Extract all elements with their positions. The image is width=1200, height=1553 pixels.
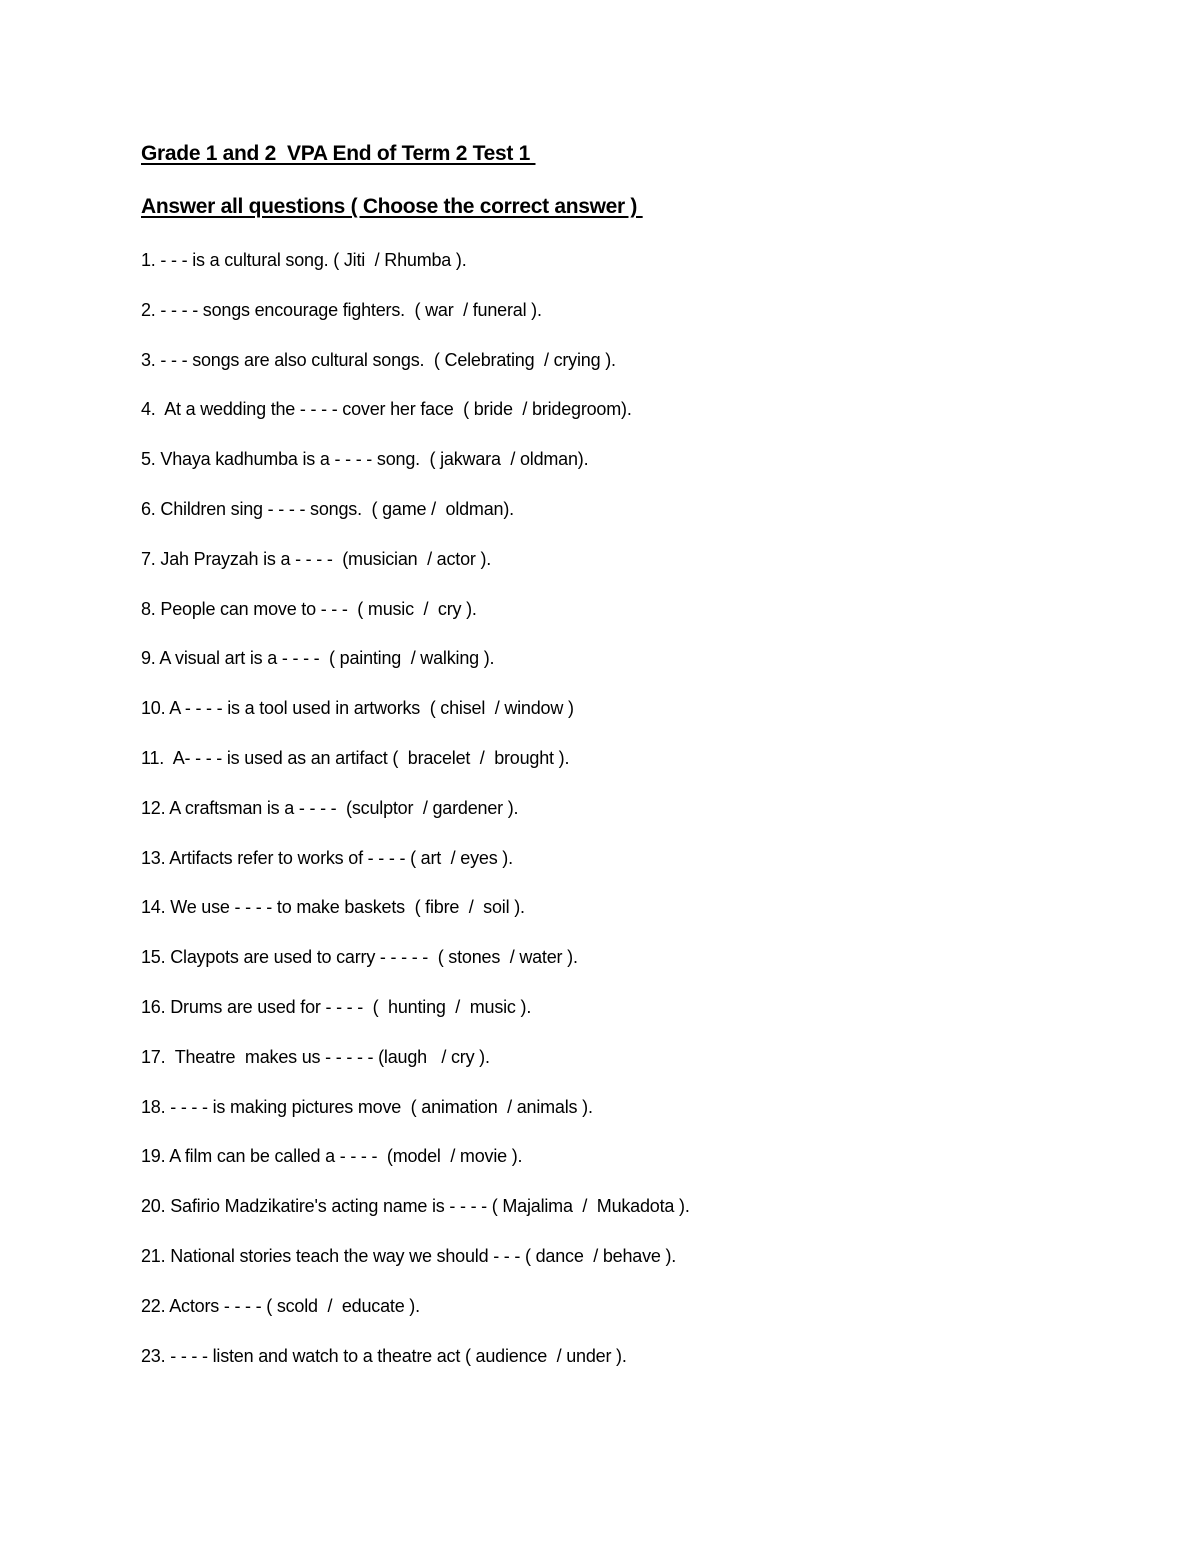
question-item: 16. Drums are used for - - - - ( hunting / music ).	[141, 996, 532, 1017]
question-item: 6. Children sing - - - - songs. ( game / oldman).	[141, 498, 514, 519]
question-item: 20. Safirio Madzikatire's acting name is - - - - ( Majalima / Mukadota ).	[141, 1196, 690, 1217]
question-item: 11. A- - - - is used as an artifact ( bracelet / brought ).	[141, 747, 570, 768]
question-item: 4. At a wedding the - - - - cover her face ( bride / bridegroom).	[141, 399, 632, 420]
test-title: Grade 1 and 2 VPA End of Term 2 Test 1	[141, 142, 536, 165]
question-item: 14. We use - - - - to make baskets ( fibre / soil ).	[141, 897, 525, 918]
question-item: 21. National stories teach the way we should - - - ( dance / behave ).	[141, 1245, 677, 1266]
question-item: 10. A - - - - is a tool used in artworks ( chisel / window )	[141, 698, 574, 719]
question-item: 22. Actors - - - - ( scold / educate ).	[141, 1295, 420, 1316]
question-item: 18. - - - - is making pictures move ( animation / animals ).	[141, 1096, 593, 1117]
question-item: 8. People can move to - - - ( music / cry ).	[141, 598, 477, 619]
question-item: 7. Jah Prayzah is a - - - - (musician / actor ).	[141, 548, 492, 569]
question-list	[141, 249, 690, 1394]
question-item: 17. Theatre makes us - - - - - (laugh / cry ).	[141, 1046, 490, 1067]
instructions-heading: Answer all questions ( Choose the correct answer )	[141, 195, 643, 218]
question-item: 13. Artifacts refer to works of - - - - ( art / eyes ).	[141, 847, 513, 868]
question-item: 15. Claypots are used to carry - - - - - ( stones / water ).	[141, 947, 578, 968]
question-item: 23. - - - - listen and watch to a theatre act ( audience / under ).	[141, 1345, 627, 1366]
question-item: 5. Vhaya kadhumba is a - - - - song. ( jakwara / oldman).	[141, 449, 589, 470]
question-item: 2. - - - - songs encourage fighters. ( war / funeral ).	[141, 299, 542, 320]
question-item: 12. A craftsman is a - - - - (sculptor / gardener ).	[141, 797, 519, 818]
question-item: 1. - - - is a cultural song. ( Jiti / Rhumba ).	[141, 250, 467, 270]
question-item: 9. A visual art is a - - - - ( painting / walking ).	[141, 648, 495, 669]
question-item: 3. - - - songs are also cultural songs. ( Celebrating / crying ).	[141, 349, 616, 370]
question-item: 19. A film can be called a - - - - (model / movie ).	[141, 1146, 523, 1167]
